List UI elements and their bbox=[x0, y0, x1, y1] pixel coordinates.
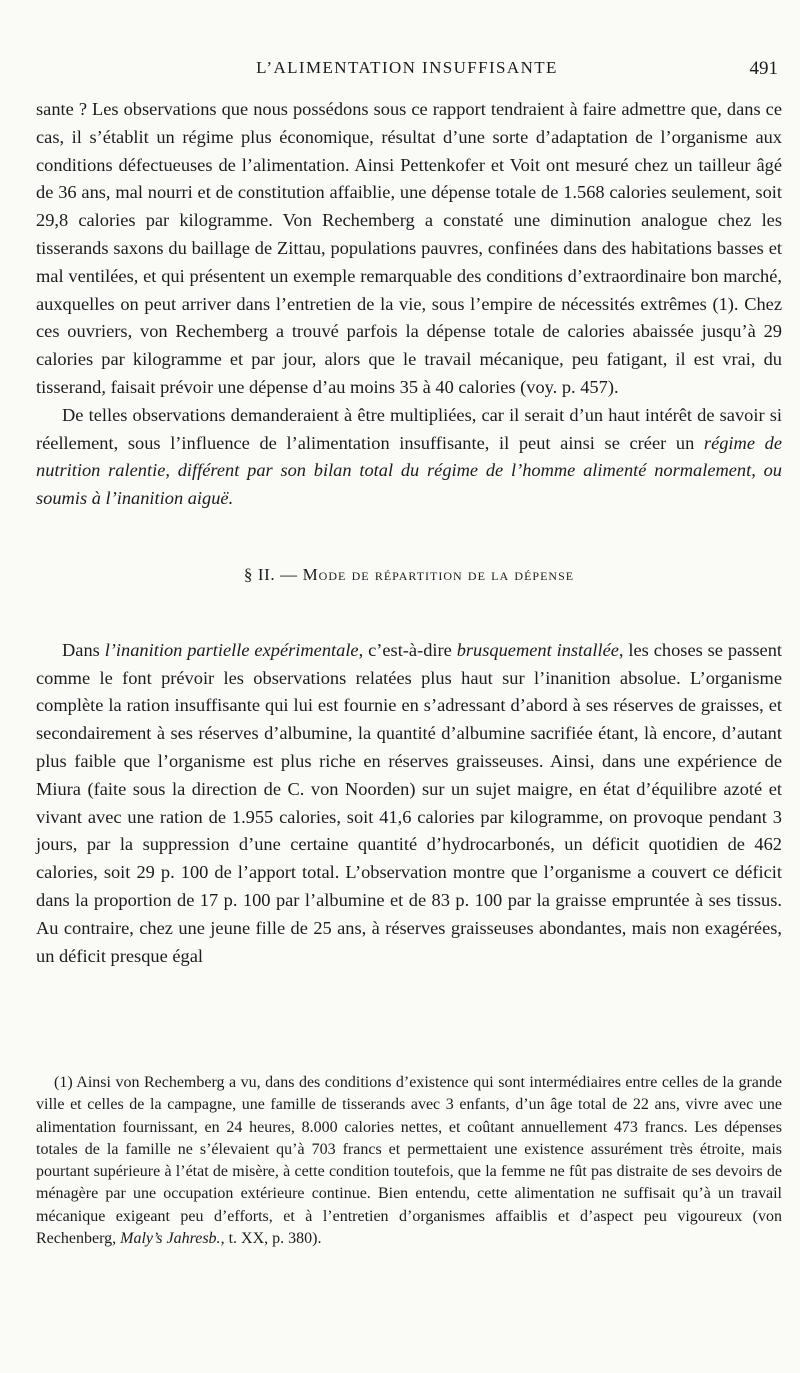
paragraph bbox=[36, 402, 782, 513]
section-title: Mode de répartition de la dépense bbox=[302, 564, 575, 584]
section-dash: — bbox=[280, 564, 298, 584]
paragraph bbox=[36, 637, 782, 971]
section-heading bbox=[36, 561, 782, 589]
italic-text: régime de nutrition ralentie, différent par son bilan total du régime de l’homme alimenté normalement, ou soumis à l’inanition aiguë. bbox=[36, 432, 782, 509]
italic-text: brusquement installée bbox=[456, 639, 619, 660]
footnote-italic: Maly’s Jahresb. bbox=[120, 1230, 221, 1248]
footnotes bbox=[36, 1072, 782, 1250]
paragraph-text: De telles observations demanderaient à être multipliées, car il serait d’un haut intérêt de savoir si réellement, sous l’influence de l’alimentation insuffisante, il peut ainsi se créer un bbox=[36, 404, 782, 453]
running-head bbox=[36, 58, 778, 82]
paragraph-text: Dans bbox=[62, 639, 105, 660]
italic-text: l’inanition partielle expérimentale bbox=[104, 639, 359, 660]
main-text bbox=[36, 96, 782, 970]
running-title: L’ALIMENTATION INSUFFISANTE bbox=[256, 58, 558, 77]
paragraph-text: , les choses se passent comme le font prévoir les observations relatées plus haut sur l’inanition absolue. L’organisme complète la ration insuffisante qui lui est fournie en s’adressant d’abord à ses réserves de graisses, et secondairement à ses réserves d’albumine, la quantité d’albumine sacrifiée étant, là encore, d’autant plus faible que l’organisme est plus riche en réserves graisseuses. Ainsi, dans une expérience de Miura (faite sous la direction de C. von Noorden) sur un sujet maigre, en état d’équilibre azoté et vivant avec une ration de 1.955 calories, soit 41,6 calories par kilogramme, on provoque pendant 3 jours, par la suppression d’une certaine quantité d’hydrocarbonés, un déficit quotidien de 462 calories, soit 29 p. 100 de l’apport total. L’observation montre que l’organisme a couvert ce déficit dans la proportion de 17 p. 100 par l’albumine et de 83 p. 100 par la graisse empruntée à ses tissus. Au contraire, chez une jeune fille de 25 ans, à réserves graisseuses abondantes, mais non exagérées, un déficit presque égal bbox=[36, 639, 782, 966]
paragraph: sante ? Les observations que nous possédons sous ce rapport tendraient à faire admettre que, dans ce cas, il s’établit un régime plus économique, résultat d’une sorte d’adaptation de l’organisme aux conditions défectueuses de l’alimentation. Ainsi Pettenkofer et Voit ont mesuré chez un tailleur âgé de 36 ans, mal nourri et de constitution affaiblie, une dépense totale de 1.568 calories seulement, soit 29,8 calories par kilogramme. Von Rechemberg a constaté une diminution analogue chez les tisserands saxons du baillage de Zittau, populations pauvres, confinées dans des habitations basses et mal ventilées, et qui présentent un exemple remarquable des conditions d’extraordinaire bon marché, auxquelles on peut arriver dans l’entretien de la vie, sous l’empire de nécessités extrêmes (1). Chez ces ouvriers, von Rechemberg a trouvé parfois la dépense totale de calories abaissée jusqu’à 29 calories par kilogramme et par jour, alors que le travail mécanique, peu fatigant, il est vrai, du tisserand, faisait prévoir une dépense d’au moins 35 à 40 calories (voy. p. 457). bbox=[36, 99, 782, 397]
section-number: § II. bbox=[243, 564, 276, 584]
page-number: 491 bbox=[749, 58, 778, 79]
footnote-text: , t. XX, p. 380). bbox=[220, 1230, 322, 1248]
paragraph-text: , c’est-à-dire bbox=[358, 639, 457, 660]
footnote bbox=[36, 1072, 782, 1250]
footnote-text: (1) Ainsi von Rechemberg a vu, dans des conditions d’existence qui sont intermédiaires entre celles de la grande ville et celles de la campagne, une famille de tisserands avec 3 enfants, d’un âge total de 22 ans, vivre avec une alimentation fournissant, en 24 heures, 8.000 calories nettes, et coûtant annuellement 473 francs. Les dépenses totales de la famille ne s’élevaient qu’à 703 francs et permettaient une existence assurément très étroite, mais pourtant supérieure à l’état de misère, à cette condition toutefois, que la femme ne fût pas distraite de ses devoirs de ménagère par une occupation extérieure continue. Bien entendu, cette alimentation ne suffisait qu’à un travail mécanique exigeant peu d’efforts, et à l’entretien d’organismes affaiblis et d’aspect peu vigoureux (von Rechenberg, bbox=[36, 1074, 782, 1248]
